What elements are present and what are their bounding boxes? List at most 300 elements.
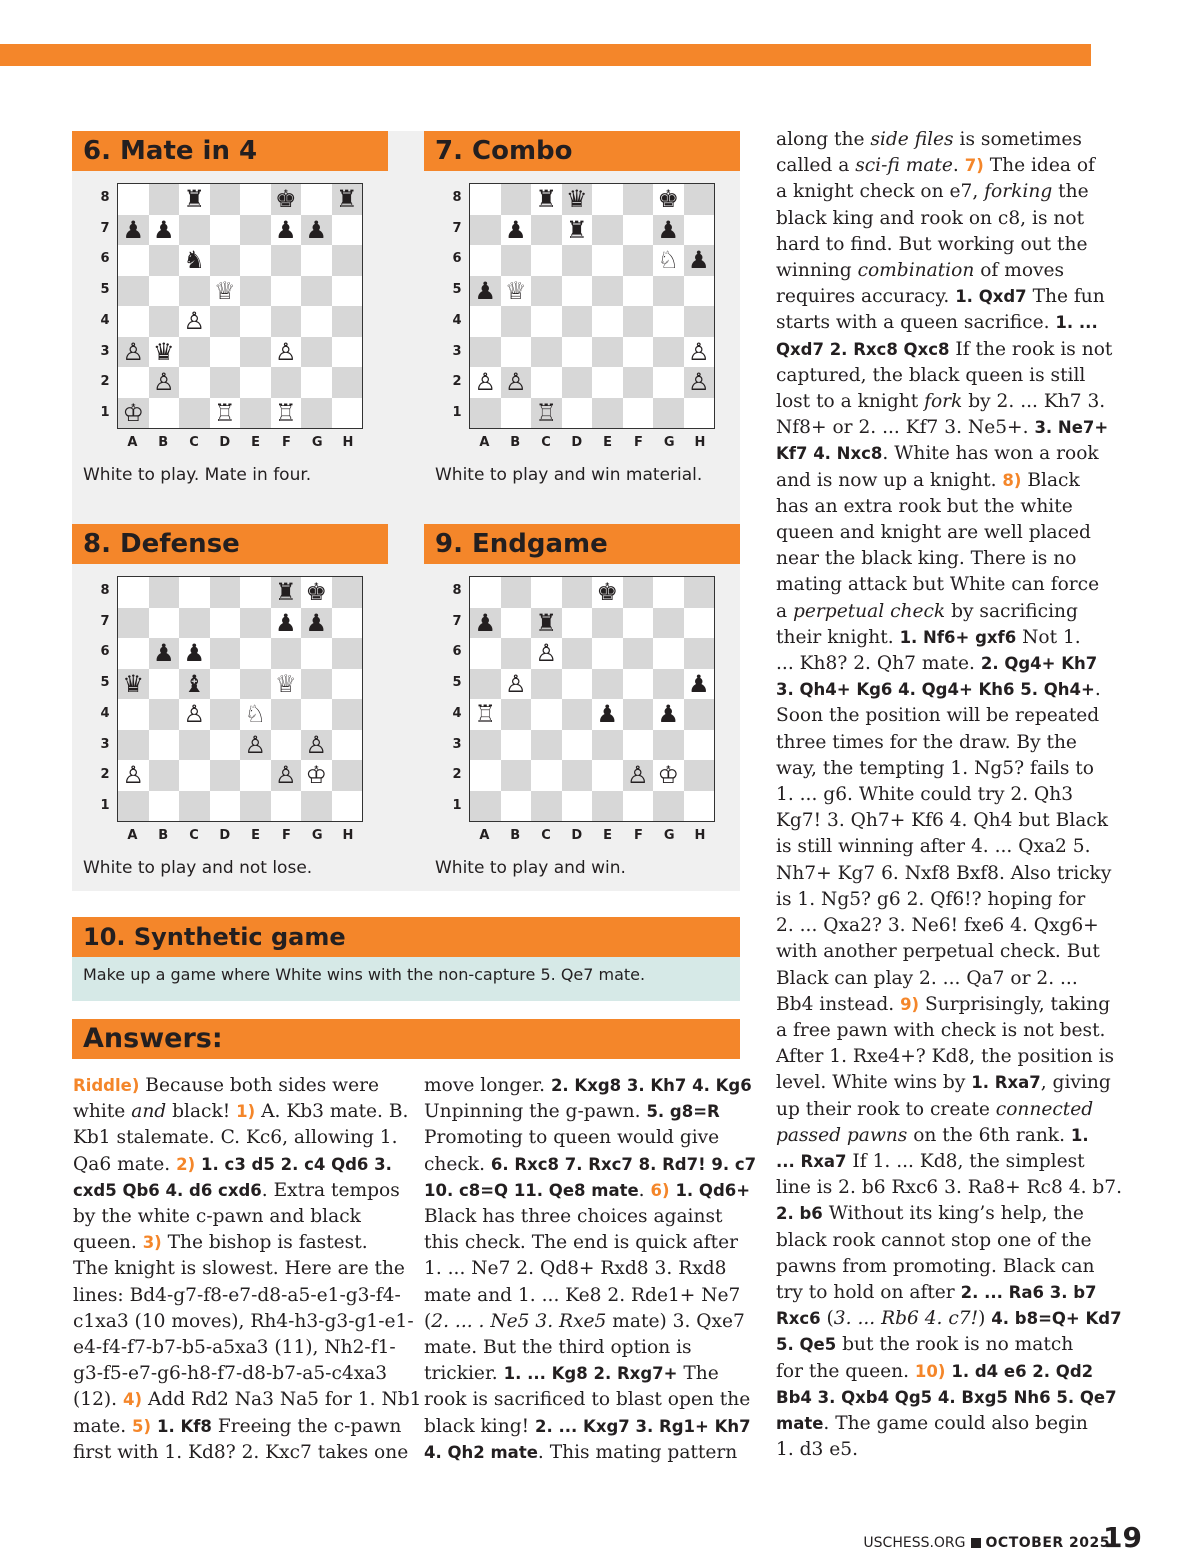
answer-number: 10): [914, 1361, 946, 1381]
answer-line: and is now up a knight. 8) Black: [776, 469, 1080, 491]
answer-line: 3. Qh4+ Kg6 4. Qg4+ Kh6 5. Qh4+.: [776, 679, 1101, 701]
answer-line: a perpetual check by sacrificing: [776, 600, 1078, 622]
board-square: [501, 367, 532, 398]
answers-title: Answers:: [72, 1019, 740, 1059]
synthetic-title: 10. Synthetic game: [72, 917, 740, 957]
answer-line: move longer. 2. Kxg8 3. Kh7 4. Kg6: [424, 1075, 752, 1096]
board-square: [149, 577, 180, 608]
board-square: [118, 245, 149, 276]
board-square: [179, 337, 210, 368]
board-square: [592, 669, 623, 700]
white-pawn-icon: ♙: [504, 669, 527, 698]
board-square: [653, 276, 684, 307]
board-square: [271, 245, 302, 276]
board-square: [470, 669, 501, 700]
board-square: [562, 367, 593, 398]
white-pawn-icon: ♙: [504, 368, 527, 397]
board-square: [179, 306, 210, 337]
board-square: [149, 608, 180, 639]
file-label: D: [219, 828, 231, 843]
file-label: B: [510, 435, 521, 450]
board-square: [684, 791, 715, 822]
board-square: [149, 699, 180, 730]
answer-number: 2): [176, 1154, 196, 1174]
file-label: A: [127, 435, 138, 450]
white-queen-icon: ♕: [504, 276, 527, 305]
answer-line: line is 2. b6 Rxc6 3. Ra8+ Rc8 4. b7.: [776, 1177, 1123, 1199]
board-square: [332, 306, 363, 337]
answer-line: The knight is slowest. Here are the: [73, 1258, 405, 1280]
board-square: [684, 245, 715, 276]
footer-square-icon: [971, 1538, 981, 1548]
board-square: [623, 638, 654, 669]
board-square: [684, 276, 715, 307]
file-label: H: [342, 828, 354, 843]
board-square: [653, 730, 684, 761]
board-square: [210, 276, 241, 307]
board-square: [271, 306, 302, 337]
board-square: [531, 760, 562, 791]
black-pawn-icon: ♟: [152, 639, 175, 668]
answer-line: Riddle) Because both sides were: [73, 1075, 379, 1096]
board-square: [240, 760, 271, 791]
white-pawn-icon: ♙: [183, 700, 205, 729]
board-square: [240, 306, 271, 337]
file-label: G: [663, 435, 675, 450]
board-square: [149, 760, 180, 791]
board-square: [592, 577, 623, 608]
rank-label: 5: [100, 675, 110, 691]
rank-label: 6: [452, 251, 462, 267]
black-pawn-icon: ♟: [504, 215, 527, 244]
answer-line: mate. 5) 1. Kf8 Freeing the c-pawn: [73, 1415, 402, 1437]
answer-line: trickier. 1. ... Kg8 2. Rxg7+ The: [424, 1363, 719, 1385]
board-square: [118, 306, 149, 337]
answer-line: their knight. 1. Nf6+ gxf6 Not 1.: [776, 626, 1081, 648]
board-square: [149, 367, 180, 398]
board-square: [332, 730, 363, 761]
rank-label: 3: [100, 343, 110, 359]
board-square: [149, 245, 180, 276]
board-square: [240, 276, 271, 307]
answer-number: 3): [142, 1233, 162, 1253]
board-square: [501, 184, 532, 215]
chess-board: [117, 576, 363, 822]
black-rook-icon: ♜: [565, 215, 588, 244]
black-pawn-icon: ♟: [305, 215, 327, 244]
board-square: [179, 398, 210, 429]
answer-line: is still winning after 4. ... Qxa2 5.: [776, 836, 1091, 858]
answer-line: with another perpetual check. But: [776, 941, 1100, 963]
chess-board: [117, 183, 363, 429]
board-square: [301, 699, 332, 730]
white-pawn-icon: ♙: [274, 761, 297, 790]
board-square: [149, 306, 180, 337]
board-square: [470, 337, 501, 368]
board-square: [623, 276, 654, 307]
board-square: [531, 367, 562, 398]
answer-line: Promoting to queen would give: [424, 1127, 720, 1149]
file-label: B: [510, 828, 521, 843]
answer-number: 9): [900, 994, 920, 1014]
rank-label: 5: [452, 282, 462, 298]
board-square: [271, 367, 302, 398]
board-square: [301, 337, 332, 368]
board-square: [623, 245, 654, 276]
board-square: [210, 337, 241, 368]
board-square: [623, 699, 654, 730]
board-square: [531, 337, 562, 368]
board-square: [240, 730, 271, 761]
answer-line: is 1. Ng5? g6 2. Qf6!? hoping for: [776, 888, 1086, 910]
board-square: [271, 276, 302, 307]
rank-label: 1: [452, 797, 462, 813]
white-pawn-icon: ♙: [274, 337, 297, 366]
board-square: [240, 638, 271, 669]
answer-line: 5. Qe5 but the rook is no match: [776, 1334, 1074, 1356]
board-square: [501, 760, 532, 791]
board-square: [562, 184, 593, 215]
puzzle-caption: White to play and not lose.: [83, 858, 313, 878]
board-square: [118, 337, 149, 368]
file-label: E: [603, 828, 613, 843]
board-square: [531, 608, 562, 639]
board-square: [684, 398, 715, 429]
board-square: [501, 669, 532, 700]
answer-line: (12). 4) Add Rd2 Na3 Na5 for 1. Nb1: [73, 1389, 422, 1411]
answer-line: passed pawns on the 6th rank. 1.: [776, 1124, 1089, 1146]
board-square: [531, 669, 562, 700]
board-square: [684, 760, 715, 791]
board-square: [332, 638, 363, 669]
file-label: C: [189, 435, 199, 450]
board-square: [210, 398, 241, 429]
board-square: [149, 638, 180, 669]
answer-line: 2. b6 Without its king’s help, the: [776, 1203, 1084, 1225]
white-queen-icon: ♕: [213, 276, 236, 305]
board-square: [118, 638, 149, 669]
puzzle-title: 6. Mate in 4: [72, 131, 388, 171]
black-pawn-icon: ♟: [274, 608, 297, 637]
board-square: [301, 638, 332, 669]
file-label: F: [281, 435, 291, 450]
board-square: [531, 306, 562, 337]
answer-line: try to hold on after 2. ... Ra6 3. b7: [776, 1281, 1097, 1303]
board-square: [684, 699, 715, 730]
black-rook-icon: ♜: [535, 185, 557, 214]
answer-number: 4): [123, 1390, 143, 1410]
board-square: [470, 215, 501, 246]
answer-line: mate. The game could also begin: [776, 1412, 1088, 1434]
board-square: [623, 608, 654, 639]
board-square: [210, 760, 241, 791]
answer-line: After 1. Rxe4+? Kd8, the position is: [776, 1046, 1115, 1068]
file-label: A: [479, 828, 490, 843]
black-pawn-icon: ♟: [687, 669, 710, 698]
answer-line: Black has three choices against: [424, 1206, 723, 1228]
board-square: [149, 398, 180, 429]
board-square: [501, 245, 532, 276]
black-king-icon: ♚: [657, 185, 679, 214]
board-square: [332, 791, 363, 822]
board-square: [470, 306, 501, 337]
rank-label: 8: [100, 583, 110, 598]
board-square: [592, 245, 623, 276]
answer-line: black king and rook on c8, is not: [776, 207, 1085, 229]
board-square: [332, 276, 363, 307]
board-square: [301, 276, 332, 307]
black-pawn-icon: ♟: [183, 639, 205, 668]
answer-number: 7): [964, 156, 984, 176]
board-square: [179, 638, 210, 669]
board-square: [592, 276, 623, 307]
board-square: [501, 306, 532, 337]
file-labels: [469, 435, 715, 450]
black-rook-icon: ♜: [535, 608, 557, 637]
rank-label: 8: [452, 583, 462, 598]
board-square: [149, 276, 180, 307]
answer-line: first with 1. Kd8? 2. Kxc7 takes one: [73, 1441, 409, 1463]
board-square: [684, 337, 715, 368]
board-square: [118, 184, 149, 215]
board-square: [531, 276, 562, 307]
file-label: C: [541, 435, 551, 450]
board-square: [531, 699, 562, 730]
white-king-icon: ♔: [122, 398, 144, 427]
black-pawn-icon: ♟: [152, 215, 175, 244]
footer: [863, 1535, 1110, 1551]
answer-line: e4-f4-f7-b7-b5-a5xa3 (11), Nh2-f1-: [73, 1337, 396, 1359]
footer-site: USCHESS.ORG: [863, 1535, 966, 1551]
board-square: [562, 760, 593, 791]
board-square: [332, 184, 363, 215]
board-square: [118, 215, 149, 246]
file-label: D: [219, 435, 231, 450]
file-label: E: [251, 435, 261, 450]
board-square: [179, 367, 210, 398]
board-square: [118, 276, 149, 307]
answer-line: near the black king. There is no: [776, 548, 1077, 570]
board-square: [653, 760, 684, 791]
board-square: [470, 276, 501, 307]
board-square: [271, 760, 302, 791]
board-square: [623, 760, 654, 791]
board-square: [332, 367, 363, 398]
board-square: [623, 398, 654, 429]
answer-line: a knight check on e7, forking the: [776, 181, 1089, 203]
board-square: [684, 608, 715, 639]
answer-line: lost to a knight fork by 2. ... Kh7 3.: [776, 391, 1106, 413]
answer-line: level. White wins by 1. Rxa7, giving: [776, 1072, 1111, 1094]
board-square: [210, 730, 241, 761]
board-square: [653, 638, 684, 669]
board-square: [531, 791, 562, 822]
black-rook-icon: ♜: [274, 578, 297, 607]
board-square: [118, 791, 149, 822]
board-square: [653, 791, 684, 822]
board-square: [179, 730, 210, 761]
board-square: [562, 730, 593, 761]
board-square: [179, 577, 210, 608]
white-rook-icon: ♖: [274, 398, 297, 427]
answer-line: by the white c-pawn and black: [73, 1206, 361, 1228]
white-pawn-icon: ♙: [474, 368, 496, 397]
board-square: [240, 577, 271, 608]
board-square: [531, 398, 562, 429]
board-square: [210, 245, 241, 276]
puzzle-caption: White to play. Mate in four.: [83, 465, 312, 485]
board-square: [562, 306, 593, 337]
board-square: [301, 367, 332, 398]
rank-label: 4: [100, 312, 110, 328]
answer-line: way, the tempting 1. Ng5? fails to: [776, 757, 1094, 779]
black-queen-icon: ♛: [152, 337, 175, 366]
answers-column-3: [776, 127, 1123, 1463]
board-square: [301, 184, 332, 215]
file-label: B: [158, 828, 169, 843]
board-square: [118, 730, 149, 761]
board-square: [210, 577, 241, 608]
board-square: [179, 215, 210, 246]
black-bishop-icon: ♝: [183, 669, 205, 698]
board-square: [653, 245, 684, 276]
board-square: [240, 367, 271, 398]
white-knight-icon: ♘: [657, 246, 679, 275]
board-square: [470, 730, 501, 761]
black-king-icon: ♚: [305, 578, 327, 607]
board-square: [684, 306, 715, 337]
board-square: [623, 184, 654, 215]
board-square: [210, 608, 241, 639]
rank-label: 7: [100, 613, 110, 629]
rank-label: 1: [100, 404, 110, 420]
rank-label: 4: [452, 705, 462, 721]
answer-line: winning combination of moves: [776, 260, 1065, 282]
file-label: F: [633, 435, 643, 450]
board-square: [562, 791, 593, 822]
puzzle-caption: White to play and win material.: [435, 465, 703, 485]
board-square: [501, 215, 532, 246]
board-square: [531, 577, 562, 608]
board-square: [271, 699, 302, 730]
board-square: [118, 577, 149, 608]
board-square: [470, 577, 501, 608]
board-square: [562, 638, 593, 669]
board-square: [501, 276, 532, 307]
board-square: [210, 215, 241, 246]
board-square: [179, 245, 210, 276]
board-square: [653, 215, 684, 246]
board-square: [240, 184, 271, 215]
answer-line: called a sci-fi mate. 7) The idea of: [776, 155, 1095, 177]
file-labels: [469, 828, 715, 843]
board-square: [271, 608, 302, 639]
chess-board: [469, 576, 715, 822]
board-square: [623, 367, 654, 398]
rank-label: 2: [100, 374, 110, 390]
board-square: [592, 398, 623, 429]
file-label: D: [571, 828, 583, 843]
file-label: G: [311, 828, 323, 843]
board-square: [332, 398, 363, 429]
board-square: [653, 306, 684, 337]
board-square: [210, 791, 241, 822]
board-square: [562, 608, 593, 639]
black-pawn-icon: ♟: [596, 700, 618, 729]
white-rook-icon: ♖: [474, 700, 496, 729]
white-pawn-icon: ♙: [152, 368, 175, 397]
board-square: [684, 669, 715, 700]
answer-line: black rook cannot stop one of the: [776, 1229, 1092, 1251]
rank-label: 7: [452, 220, 462, 236]
answer-line: up their rook to create connected: [776, 1098, 1094, 1120]
rank-label: 7: [452, 613, 462, 629]
rank-label: 6: [452, 644, 462, 660]
board-square: [653, 398, 684, 429]
board-square: [301, 245, 332, 276]
board-square: [470, 367, 501, 398]
board-square: [531, 184, 562, 215]
white-queen-icon: ♕: [274, 669, 297, 698]
file-label: H: [694, 828, 706, 843]
board-square: [684, 184, 715, 215]
answer-number: Riddle): [73, 1076, 140, 1095]
board-square: [149, 791, 180, 822]
answer-line: Soon the position will be repeated: [776, 705, 1100, 727]
file-label: D: [571, 435, 583, 450]
board-square: [501, 398, 532, 429]
rank-label: 7: [100, 220, 110, 236]
white-pawn-icon: ♙: [626, 761, 649, 790]
board-square: [592, 730, 623, 761]
board-square: [332, 577, 363, 608]
board-square: [592, 760, 623, 791]
board-square: [684, 730, 715, 761]
answer-line: 10. c8=Q 11. Qe8 mate. 6) 1. Qd6+: [424, 1179, 751, 1201]
board-square: [501, 608, 532, 639]
answer-line: three times for the draw. By the: [776, 731, 1077, 753]
file-label: F: [633, 828, 643, 843]
white-pawn-icon: ♙: [122, 337, 144, 366]
board-square: [592, 306, 623, 337]
black-pawn-icon: ♟: [274, 215, 297, 244]
answers-column-1: [73, 1073, 422, 1466]
answer-number: 8): [1002, 470, 1022, 490]
board-square: [240, 215, 271, 246]
board-square: [501, 337, 532, 368]
board-square: [562, 669, 593, 700]
white-pawn-icon: ♙: [305, 730, 327, 759]
board-square: [179, 669, 210, 700]
black-knight-icon: ♞: [183, 246, 205, 275]
answer-line: white and black! 1) A. Kb3 mate. B.: [73, 1101, 409, 1123]
board-square: [240, 608, 271, 639]
file-label: G: [663, 828, 675, 843]
white-pawn-icon: ♙: [687, 337, 710, 366]
board-square: [531, 215, 562, 246]
answer-line: cxd5 Qb6 4. d6 cxd6. Extra tempos: [73, 1179, 400, 1201]
answer-line: Kf7 4. Nxc8. White has won a rook: [776, 443, 1099, 465]
board-square: [623, 337, 654, 368]
answer-line: ... Kh8? 2. Qh7 mate. 2. Qg4+ Kh7: [776, 653, 1098, 675]
answer-line: for the queen. 10) 1. d4 e6 2. Qd2: [776, 1360, 1094, 1382]
file-labels: [117, 828, 363, 843]
puzzle-title: 8. Defense: [72, 524, 388, 564]
board-square: [332, 699, 363, 730]
board-square: [149, 337, 180, 368]
file-label: E: [251, 828, 261, 843]
board-square: [210, 184, 241, 215]
